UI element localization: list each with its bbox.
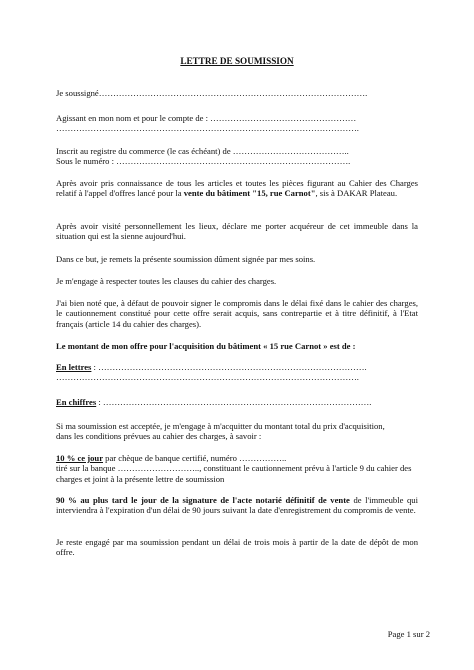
pct10-line-2: tiré sur la banque ……………………….., constituant le cautionnement prévu à l'article 9 du cahier des charges et joint à la présente lettre de soumission [56, 463, 412, 484]
document-title: LETTRE DE SOUMISSION [180, 56, 294, 66]
en-lettres-block [56, 362, 418, 383]
en-chiffres-label: En chiffres [56, 397, 97, 407]
registre-block [56, 146, 418, 167]
vente-batiment-bold: vente du bâtiment "15, rue Carnot" [183, 188, 316, 199]
paragraph-acceptee: Si ma soumission est acceptée, je m'engage à m'acquitter du montant total du prix d'acquisition, dans les conditions prévues au cahier des charges, à savoir : [56, 421, 385, 442]
pct90-paragraph [56, 495, 418, 516]
page-number: Page 1 sur 2 [387, 629, 430, 639]
paragraph-cahier-charges [56, 178, 418, 199]
paragraph-cahier-text: Après avoir pris connaissance de tous les articles et toutes les pièces figurant au Cahier des Charges relatif à l'appel d'offres lancé pour la [56, 178, 418, 199]
paragraph-reste-engage: Je reste engagé par ma soumission pendant un délai de trois mois à partir de la date de dépôt de mon offre. [56, 537, 418, 558]
pct90-rest: de l'immeuble qui interviendra à l'expiration d'un délai de 90 jours suivant la date d'enregistrement du compromis de vente. [56, 495, 418, 516]
registre-line-1: Inscrit au registre du commerce (le cas échéant) de ………………………………….. [56, 146, 349, 156]
soussigne-line: Je soussigné…………………………………………………………………………………. [56, 88, 368, 98]
paragraph-engage: Je m'engage à respecter toutes les clauses du cahier des charges. [56, 276, 277, 286]
pct90-bold: 90 % au plus tard le jour de la signature de l'acte notarié définitif de vente [56, 495, 350, 505]
paragraph-visite: Après avoir visité personnellement les lieux, déclare me porter acquéreur de cet immeuble dans la situation qui est la sienne aujourd'hui. [56, 221, 418, 242]
agissant-line-1: Agissant en mon nom et pour le compte de : …………………………………………… [56, 113, 357, 123]
agissant-line-2: ……………………………………………………………………………………………. [56, 123, 359, 134]
en-chiffres-line [56, 397, 418, 407]
paragraph-bien-note: J'ai bien noté que, à défaut de pouvoir signer le compromis dans le délai fixé dans le cahier des charges, le cautionnement constitué pour cette offre serait acquis, sans contrepartie et à titre définitif, à l'Etat français (article 14 du cahier des charges). [56, 298, 418, 329]
en-lettres-dots: : …………………………………………………………………………………. [91, 362, 367, 372]
en-lettres-label: En lettres [56, 362, 92, 372]
registre-line-2: Sous le numéro : ………………………………………………………………………. [56, 156, 351, 167]
paragraph-remets: Dans ce but, je remets la présente soumission dûment signée par mes soins. [56, 254, 316, 264]
agissant-block [56, 113, 418, 134]
pct10-line-1: par chèque de banque certifié, numéro …………….. [103, 453, 287, 463]
pct10-block [56, 453, 420, 484]
en-lettres-dots-2: ……………………………………………………………………………………………. [56, 372, 359, 383]
en-chiffres-dots: : …………………………………………………………………………………. [96, 397, 372, 407]
montant-heading: Le montant de mon offre pour l'acquisition du bâtiment « 15 rue Carnot » est de : [56, 341, 356, 351]
pct10-label: 10 % ce jour [56, 453, 104, 463]
paragraph-cahier-end: , sis à DAKAR Plateau. [315, 188, 398, 199]
